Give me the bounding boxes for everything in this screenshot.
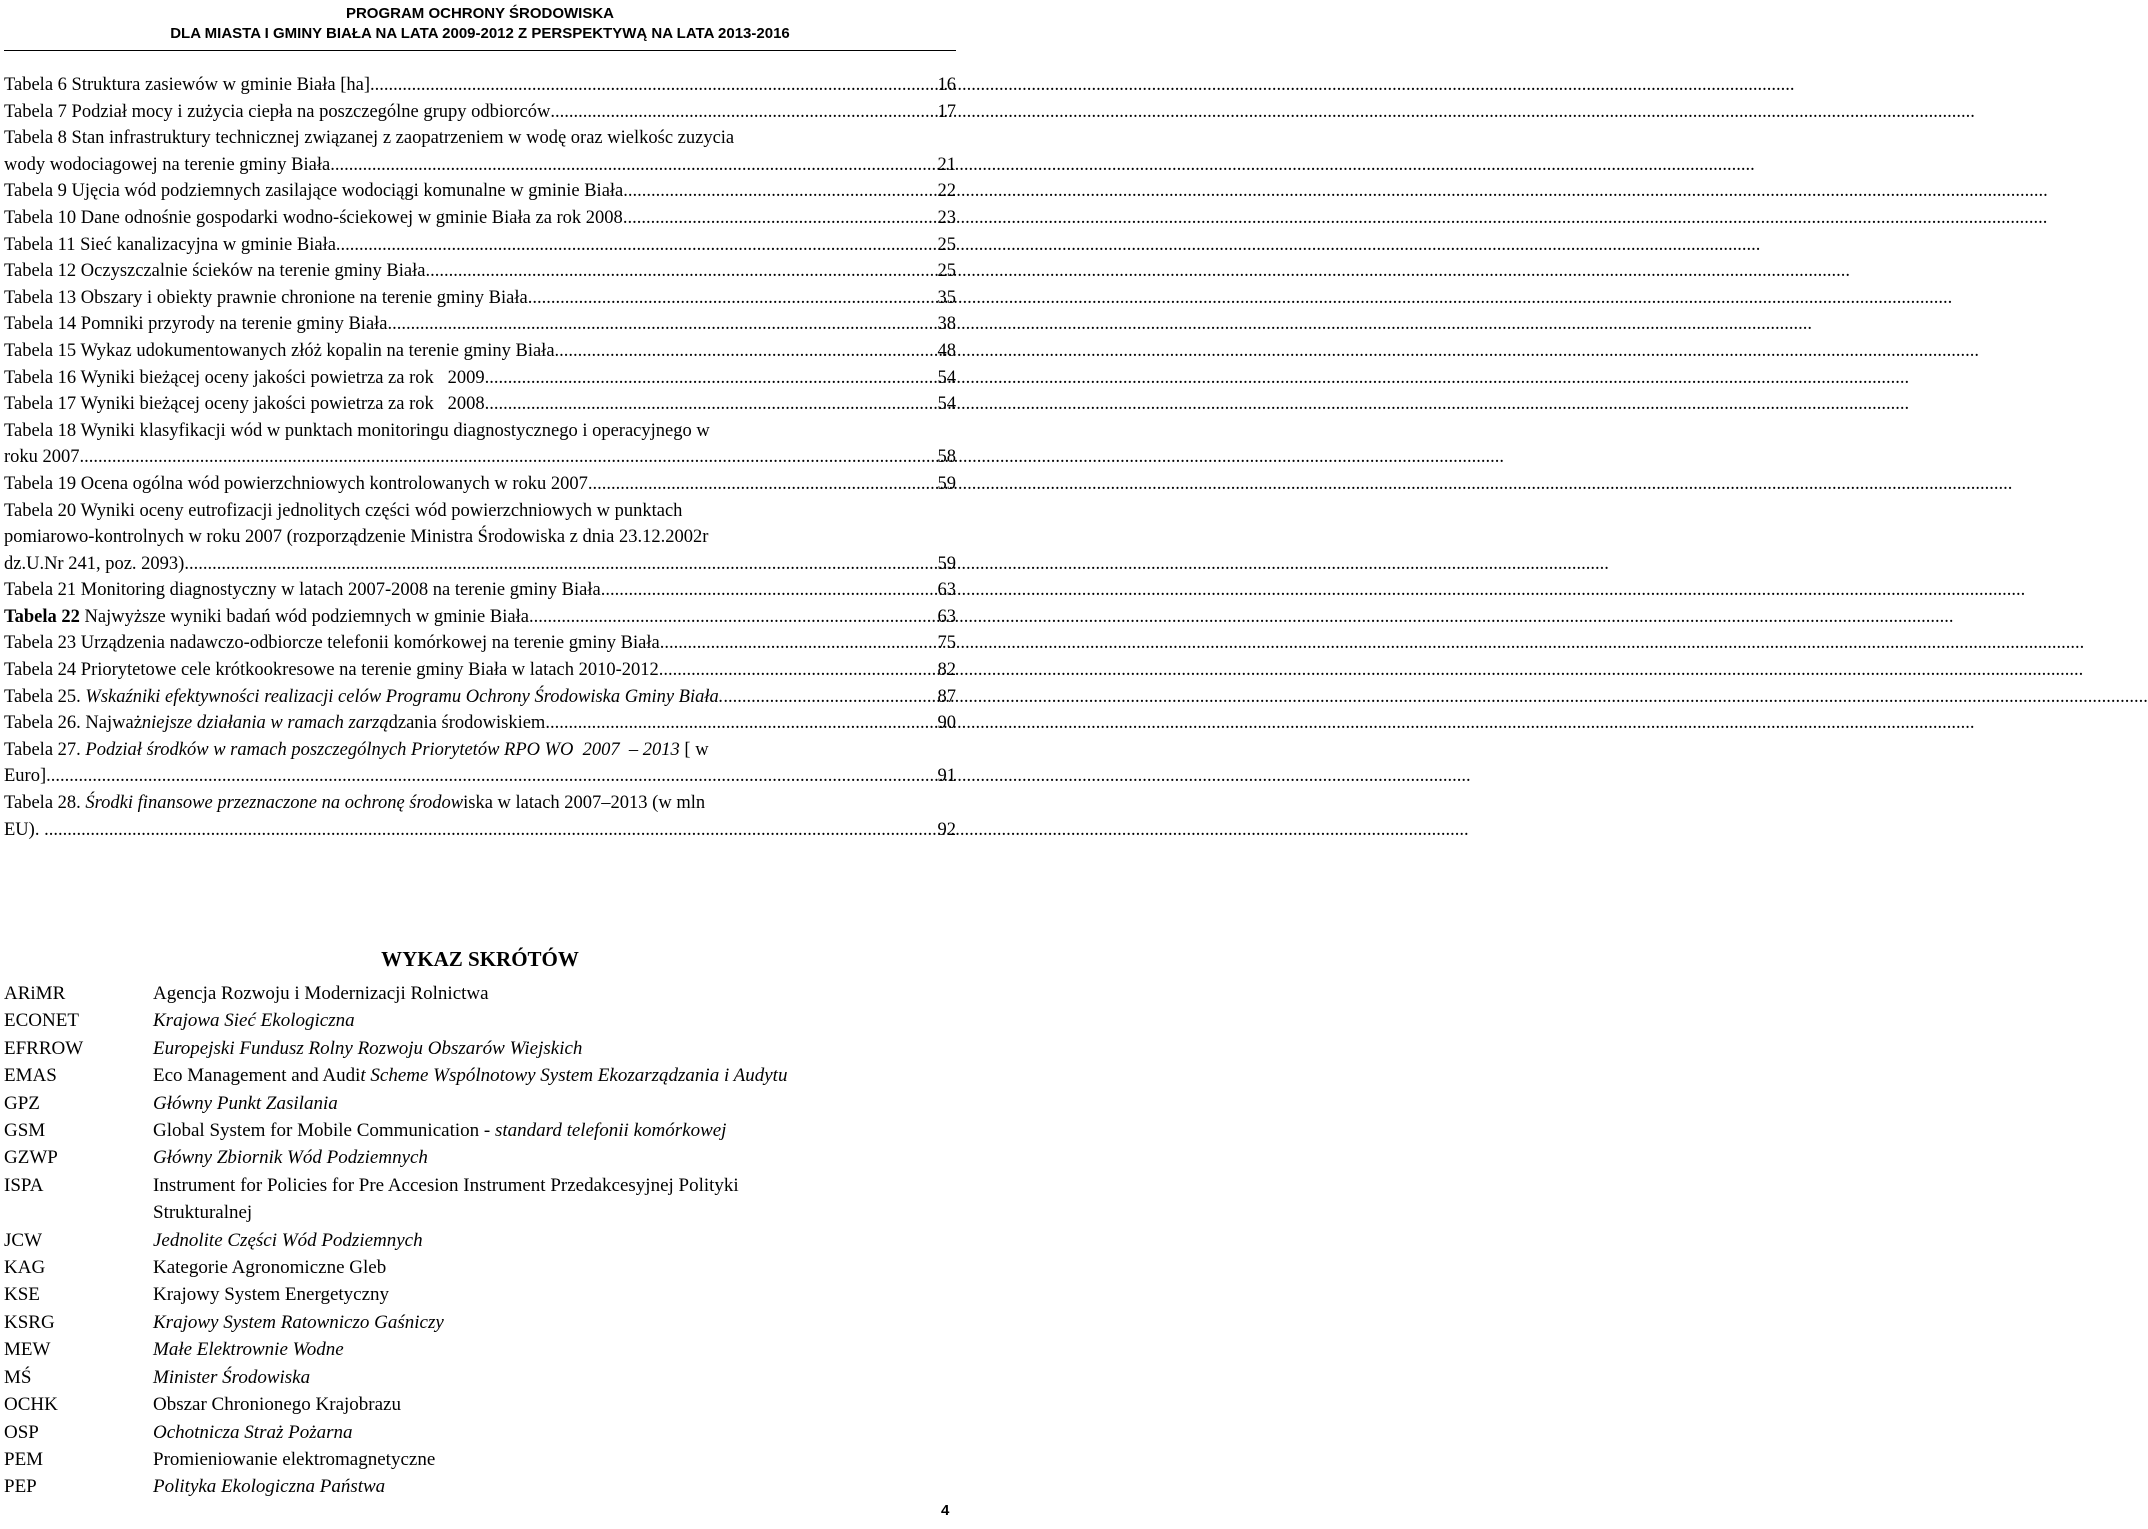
abbreviation-code: PEM <box>4 1448 44 1470</box>
header-divider <box>4 50 956 51</box>
toc-entry[interactable]: Tabela 14 Pomniki przyrody na terenie gminy Biała ..... 38 <box>4 311 956 338</box>
toc-entry[interactable]: wody wodociagowej na terenie gminy Biała ..... 21 <box>4 152 956 179</box>
abbreviation-code: MEW <box>4 1339 51 1361</box>
abbreviation-definition: Minister Środowiska <box>153 1366 311 1388</box>
abbreviation-row <box>4 1227 956 1254</box>
toc-entry[interactable]: Tabela 9 Ujęcia wód podziemnych zasilające wodociągi komunalne w gminie Biała ..... 22 <box>4 178 956 205</box>
abbreviation-definition: Polityka Ekologiczna Państwa <box>153 1476 386 1498</box>
toc-entry[interactable]: Tabela 23 Urządzenia nadawczo-odbiorcze telefonii komórkowej na terenie gminy Biała ..... 75 <box>4 630 956 657</box>
toc-entry[interactable]: Tabela 15 Wykaz udokumentowanych złóż kopalin na terenie gminy Biała ..... 48 <box>4 338 956 365</box>
abbreviation-definition: Ochotnicza Straż Pożarna <box>153 1421 353 1443</box>
toc-entry[interactable]: Tabela 10 Dane odnośnie gospodarki wodno-ściekowej w gminie Biała za rok 2008 ..... 23 <box>4 205 956 232</box>
document-header <box>0 4 960 44</box>
abbreviation-code: GZWP <box>4 1147 58 1169</box>
abbreviation-row <box>4 1336 956 1363</box>
abbreviation-definition: Krajowa Sieć Ekologiczna <box>153 1010 355 1032</box>
abbreviation-row <box>4 1446 956 1473</box>
table-of-tables <box>4 72 956 843</box>
toc-entry[interactable]: Tabela 12 Oczyszczalnie ścieków na terenie gminy Biała ..... 25 <box>4 258 956 285</box>
page-number: 4 <box>941 1502 950 1519</box>
abbreviation-row <box>4 1391 956 1418</box>
toc-entry[interactable]: Tabela 6 Struktura zasiewów w gminie Biała [ha] ..... 16 <box>4 72 956 99</box>
toc-entry-line[interactable]: pomiarowo-kontrolnych w roku 2007 (rozporządzenie Ministra Środowiska z dnia 23.12.2002r <box>4 527 709 548</box>
abbreviation-code: EMAS <box>4 1065 57 1087</box>
toc-entry[interactable]: Tabela 11 Sieć kanalizacyjna w gminie Biała ..... 25 <box>4 232 956 259</box>
abbreviation-row <box>4 1364 956 1391</box>
abbreviation-code: GPZ <box>4 1092 40 1114</box>
abbreviation-definition: Obszar Chronionego Krajobrazu <box>153 1394 401 1416</box>
toc-entry[interactable]: Tabela 17 Wyniki bieżącej oceny jakości powietrza za rok 2008 ..... 54 <box>4 391 956 418</box>
abbreviation-definition: Jednolite Części Wód Podziemnych <box>153 1229 423 1251</box>
abbreviation-definition: Kategorie Agronomiczne Gleb <box>153 1257 387 1279</box>
abbreviation-definition: Global System for Mobile Communication - standard telefonii komórkowej <box>153 1120 727 1142</box>
abbreviation-definition: Agencja Rozwoju i Modernizacji Rolnictwa <box>153 983 489 1004</box>
toc-entry[interactable]: Tabela 21 Monitoring diagnostyczny w latach 2007-2008 na terenie gminy Biała ..... 63 <box>4 577 956 604</box>
abbreviation-row <box>4 1419 956 1446</box>
toc-entry[interactable]: Tabela 13 Obszary i obiekty prawnie chronione na terenie gminy Biała ..... 35 <box>4 285 956 312</box>
abbreviation-code: PEP <box>4 1476 37 1498</box>
toc-entry-line[interactable]: Tabela 27. Podział środków w ramach poszczególnych Priorytetów RPO WO 2007 – 2013 [ w <box>4 739 709 760</box>
abbreviation-code: GSM <box>4 1120 46 1142</box>
abbreviation-code: EFRROW <box>4 1037 84 1059</box>
toc-entry[interactable]: Tabela 16 Wyniki bieżącej oceny jakości powietrza za rok 2009 ..... 54 <box>4 365 956 392</box>
abbreviation-definition: Promieniowanie elektromagnetyczne <box>153 1448 436 1470</box>
abbreviation-definition: Główny Punkt Zasilania <box>153 1092 338 1114</box>
abbreviation-definition: Krajowy System Energetyczny <box>153 1284 390 1306</box>
abbreviation-code: ISPA <box>4 1174 44 1196</box>
abbreviation-definition: Krajowy System Ratowniczo Gaśniczy <box>153 1311 444 1333</box>
abbreviation-row <box>4 1090 956 1117</box>
toc-entry[interactable]: EU). ..... 92 <box>4 817 956 844</box>
abbreviation-code: OSP <box>4 1421 39 1443</box>
abbreviation-row <box>4 1172 956 1227</box>
abbreviation-code: OCHK <box>4 1394 58 1416</box>
abbreviation-code: ARiMR <box>4 983 66 1004</box>
abbreviation-code: MŚ <box>4 1366 32 1388</box>
abbreviations-heading: WYKAZ SKRÓTÓW <box>381 947 579 971</box>
toc-entry[interactable]: Tabela 24 Priorytetowe cele krótkookresowe na terenie gminy Biała w latach 2010-2012 ..... 82 <box>4 657 956 684</box>
abbreviation-row <box>4 1309 956 1336</box>
toc-entry-line[interactable]: Tabela 18 Wyniki klasyfikacji wód w punktach monitoringu diagnostycznego i operacyjnego w <box>4 420 710 441</box>
header-line-2: DLA MIASTA I GMINY BIAŁA NA LATA 2009-2012 Z PERSPEKTYWĄ NA LATA 2013-2016 <box>170 25 790 42</box>
toc-entry[interactable]: Tabela 7 Podział mocy i zużycia ciepła na poszczególne grupy odbiorców ..... 17 <box>4 99 956 126</box>
toc-entry[interactable]: Tabela 22 Najwyższe wyniki badań wód podziemnych w gminie Biała ..... 63 <box>4 604 956 631</box>
abbreviation-row <box>4 980 956 1007</box>
abbreviation-definition: Eco Management and Audit Scheme Wspólnotowy System Ekozarządzania i Audytu <box>153 1065 788 1087</box>
abbreviation-definition: Małe Elektrownie Wodne <box>153 1339 344 1361</box>
abbreviation-row <box>4 1035 956 1062</box>
abbreviation-code: KSRG <box>4 1311 55 1333</box>
toc-entry[interactable]: Tabela 25. Wskaźniki efektywności realizacji celów Programu Ochrony Środowiska Gminy Biała. ..... 87 <box>4 684 956 711</box>
abbreviation-code: KSE <box>4 1284 40 1306</box>
abbreviation-code: ECONET <box>4 1010 79 1032</box>
abbreviation-code: JCW <box>4 1229 42 1251</box>
toc-entry-line[interactable]: Tabela 8 Stan infrastruktury technicznej związanej z zaopatrzeniem w wodę oraz wielkośc zuzycia <box>4 128 735 149</box>
abbreviation-code: KAG <box>4 1257 46 1279</box>
abbreviation-row <box>4 1117 956 1144</box>
abbreviation-row <box>4 1254 956 1281</box>
toc-entry-line[interactable]: Tabela 28. Środki finansowe przeznaczone na ochronę środowiska w latach 2007–2013 (w mln <box>4 793 706 814</box>
header-line-1: PROGRAM OCHRONY ŚRODOWISKA <box>345 5 615 22</box>
toc-entry[interactable]: roku 2007 ..... 58 <box>4 444 956 471</box>
toc-entry-line[interactable]: Tabela 20 Wyniki oceny eutrofizacji jednolitych części wód powierzchniowych w punktach <box>4 500 683 521</box>
abbreviation-row <box>4 1281 956 1308</box>
toc-entry[interactable]: dz.U.Nr 241, poz. 2093) ..... 59 <box>4 551 956 578</box>
abbreviation-definition: Europejski Fundusz Rolny Rozwoju Obszarów Wiejskich <box>153 1037 583 1059</box>
abbreviation-definition: Instrument for Policies for Pre Accesion Instrument Przedakcesyjnej Polityki Strukturalnej <box>153 1174 739 1224</box>
abbreviation-definition: Główny Zbiornik Wód Podziemnych <box>153 1147 428 1169</box>
abbreviation-row <box>4 1144 956 1171</box>
abbreviations-list <box>4 980 956 1501</box>
toc-entry[interactable]: Tabela 26. Najważniejsze działania w ramach zarządzania środowiskiem. ..... 90 <box>4 710 956 737</box>
toc-entry[interactable]: Tabela 19 Ocena ogólna wód powierzchniowych kontrolowanych w roku 2007 ..... 59 <box>4 471 956 498</box>
abbreviation-row <box>4 1062 956 1089</box>
abbreviation-row <box>4 1473 956 1500</box>
toc-entry[interactable]: Euro] ..... 91 <box>4 763 956 790</box>
abbreviation-row <box>4 1007 956 1034</box>
